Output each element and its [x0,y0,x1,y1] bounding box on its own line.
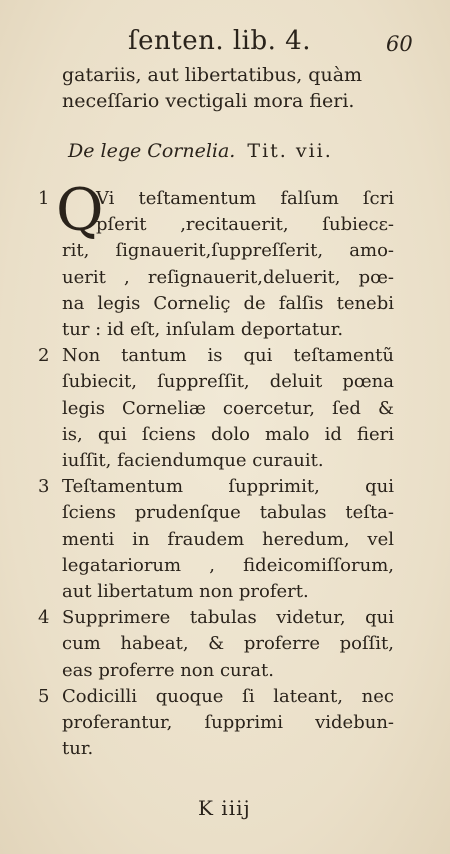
text-line: Vi teſtamentum falſum ſcri [96,188,394,209]
text-line: Teſtamentum ſupprimit, qui [62,476,394,498]
text-line: legatariorum , fideicomiſſorum, [62,554,394,576]
section-number: 3 [38,476,50,498]
text-line: iuſſit, faciendumque curauit. [62,450,324,471]
section-number: 5 [38,685,50,707]
text-line: aut libertatum non profert. [62,581,309,602]
text-line: uerit , reſignauerit,deluerit, pœ- [62,266,394,288]
text-line: pſerit ,recitauerit, ſubiecε- [96,214,394,236]
text-line: menti in fraudem heredum, vel [62,528,394,550]
title-number: Tit. vii. [247,140,333,162]
page-header [0,22,450,62]
carry-over-line-1: gatariis, aut libertatibus, quàm [62,64,363,86]
text-line: eas proferre non curat. [62,659,274,681]
text-line: Codicilli quoque ſi lateant, nec [62,685,394,707]
section-number: 2 [38,345,50,367]
drop-capital: Q [56,176,104,244]
text-line: is, qui ſciens dolo malo id fieri [62,423,394,445]
text-line: rit, ſignauerit,ſuppreſſerit, amo- [62,240,394,262]
title-heading [68,138,398,164]
signature-mark: K iiij [198,796,251,820]
text-line: cum habeat, & proferre poſſit, [62,633,394,655]
carry-over-line-2: neceſſario vectigali mora fieri. [62,90,355,112]
text-line: Supprimere tabulas videtur, qui [62,607,394,629]
text-line: Non tantum is qui teſtamentũ [62,345,394,367]
text-line: tur : id eſt, inſulam deportatur. [62,319,344,340]
text-line: legis Corneliæ coercetur, ſed & [62,397,394,419]
running-head: ſenten. lib. 4. [128,26,311,56]
text-line: ſubiecit, ſuppreſſit, deluit pœna [62,371,394,393]
text-line: proferantur, ſupprimi videbun- [62,712,394,733]
text-line: na legis Corneliç de falſis tenebi [62,292,394,314]
title-italic: De lege Cornelia. [68,140,236,162]
folio-number: 60 [386,32,413,56]
section-number: 4 [38,607,50,629]
section-number: 1 [38,188,50,209]
text-line: ſciens prudenſque tabulas teſta- [62,502,394,524]
text-line: tur. [62,738,94,760]
